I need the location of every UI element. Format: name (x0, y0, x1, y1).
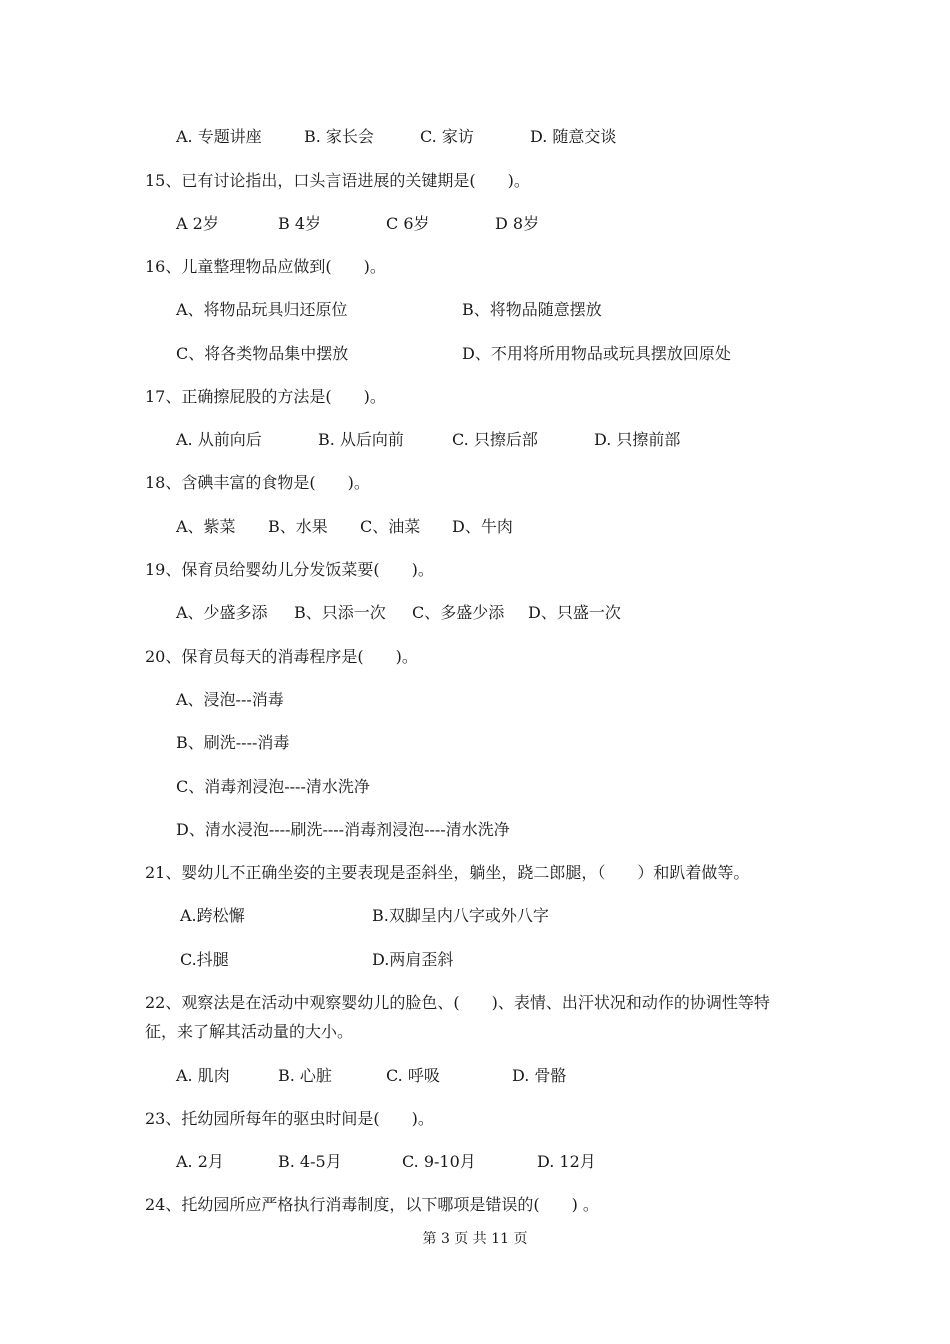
q21-stem: 21、婴幼儿不正确坐姿的主要表现是歪斜坐，躺坐，跷二郎腿，（ ）和趴着做等。 (145, 863, 750, 882)
q16-option-b: B、将物品随意摆放 (462, 300, 602, 319)
q19-option-c: C、多盛少添 (412, 603, 505, 622)
q14-option-a: A. 专题讲座 (176, 127, 262, 146)
q15-option-b: B 4岁 (278, 214, 322, 233)
q21-option-a: A.跨松懈 (180, 906, 245, 925)
q17-option-a: A. 从前向后 (176, 430, 262, 449)
q18-stem: 18、含碘丰富的食物是( )。 (145, 473, 370, 492)
q24-stem: 24、托幼园所应严格执行消毒制度，以下哪项是错误的( ) 。 (145, 1195, 599, 1214)
q20-option-c: C、消毒剂浸泡----清水洗净 (176, 777, 370, 796)
q20-option-a: A、浸泡---消毒 (176, 690, 284, 709)
q19-option-b: B、只添一次 (294, 603, 386, 622)
q17-option-c: C. 只擦后部 (452, 430, 538, 449)
q16-option-a: A、将物品玩具归还原位 (176, 300, 348, 319)
q23-option-d: D. 12月 (537, 1152, 596, 1171)
q18-option-d: D、牛肉 (452, 517, 513, 536)
q19-stem: 19、保育员给婴幼儿分发饭菜要( )。 (145, 560, 434, 579)
q17-option-d: D. 只擦前部 (594, 430, 681, 449)
q14-option-b: B. 家长会 (304, 127, 374, 146)
q20-option-d: D、清水浸泡----刷洗----消毒剂浸泡----清水洗净 (176, 820, 510, 839)
q16-stem: 16、儿童整理物品应做到( )。 (145, 257, 386, 276)
q15-stem: 15、已有讨论指出，口头言语进展的关键期是( )。 (145, 171, 530, 190)
q15-option-d: D 8岁 (495, 214, 540, 233)
q16-option-d: D、不用将所用物品或玩具摆放回原处 (462, 344, 731, 363)
q23-stem: 23、托幼园所每年的驱虫时间是( )。 (145, 1109, 434, 1128)
q22-stem-line1: 22、观察法是在活动中观察婴幼儿的脸色、( )、表情、出汗状况和动作的协调性等特 (145, 993, 770, 1012)
q14-option-c: C. 家访 (420, 127, 474, 146)
q15-option-a: A 2岁 (176, 214, 219, 233)
q16-option-c: C、将各类物品集中摆放 (176, 344, 349, 363)
q20-stem: 20、保育员每天的消毒程序是( )。 (145, 647, 418, 666)
q18-option-c: C、油菜 (360, 517, 421, 536)
q22-option-c: C. 呼吸 (386, 1066, 440, 1085)
q19-option-d: D、只盛一次 (528, 603, 621, 622)
q20-option-b: B、刷洗----消毒 (176, 733, 290, 752)
q22-option-b: B. 心脏 (278, 1066, 332, 1085)
q14-option-d: D. 随意交谈 (530, 127, 617, 146)
page-number: 第 3 页 共 11 页 (422, 1231, 528, 1247)
q15-option-c: C 6岁 (386, 214, 430, 233)
q17-stem: 17、正确擦屁股的方法是( )。 (145, 387, 386, 406)
q23-option-b: B. 4-5月 (278, 1152, 342, 1171)
q18-option-b: B、水果 (268, 517, 328, 536)
q17-option-b: B. 从后向前 (318, 430, 404, 449)
q22-option-d: D. 骨骼 (512, 1066, 567, 1085)
q22-option-a: A. 肌肉 (176, 1066, 230, 1085)
q18-option-a: A、紫菜 (176, 517, 236, 536)
q22-stem-line2: 征，来了解其活动量的大小。 (145, 1022, 354, 1041)
q23-option-a: A. 2月 (176, 1152, 224, 1171)
q23-option-c: C. 9-10月 (402, 1152, 476, 1171)
q21-option-c: C.抖腿 (180, 950, 229, 969)
q21-option-d: D.两肩歪斜 (372, 950, 454, 969)
q21-option-b: B.双脚呈内八字或外八字 (372, 906, 549, 925)
q19-option-a: A、少盛多添 (176, 603, 268, 622)
